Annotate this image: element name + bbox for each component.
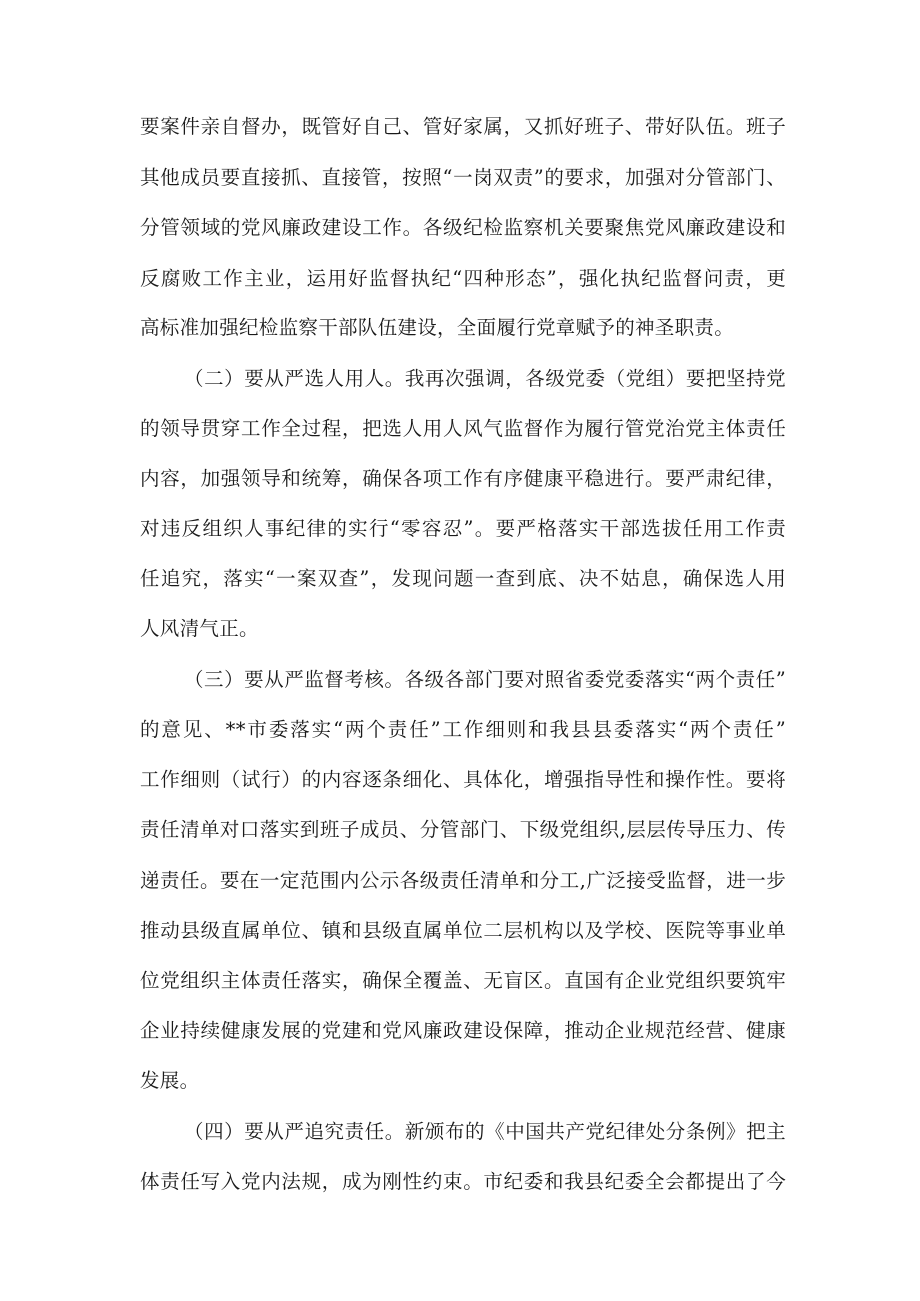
text-line: 任追究，落实“一案双查”，发现问题一查到底、决不姑息，确保选人用 — [140, 567, 786, 590]
text-line: 要案件亲自督办，既管好自己、管好家属，又抓好班子、带好队伍。班子 — [140, 115, 786, 138]
paragraph-4-first-line: （四）要从严追究责任。新颁布的《中国共产党纪律处分条例》把主 — [184, 1120, 786, 1143]
text-line: 位党组织主体责任落实，确保全覆盖、无盲区。直国有企业党组织要筑牢 — [140, 969, 786, 992]
text-line: 的领导贯穿工作全过程，把选人用人风气监督作为履行管党治党主体责任 — [140, 417, 786, 440]
text-line: 对违反组织人事纪律的实行“零容忍”。要严格落实干部选拔任用工作责 — [140, 517, 786, 540]
paragraph-2-first-line: （二）要从严选人用人。我再次强调，各级党委（党组）要把坚持党 — [184, 367, 786, 390]
text-line: 企业持续健康发展的党建和党风廉政建设保障，推动企业规范经营、健康 — [140, 1019, 786, 1042]
text-line: 递责任。要在一定范围内公示各级责任清单和分工,广泛接受监督，进一步 — [140, 869, 786, 892]
text-line: 工作细则（试行）的内容逐条细化、具体化，增强指导性和操作性。要将 — [140, 768, 786, 791]
text-line: 责任清单对口落实到班子成员、分管部门、下级党组织,层层传导压力、传 — [140, 818, 786, 841]
text-line: 体责任写入党内法规，成为刚性约束。市纪委和我县纪委全会都提出了今 — [140, 1170, 786, 1193]
text-line: 发展。 — [140, 1069, 200, 1092]
text-line: 其他成员要直接抓、直接管，按照“一岗双责”的要求，加强对分管部门、 — [140, 166, 786, 189]
text-line: 反腐败工作主业，运用好监督执纪“四种形态”，强化执纪监督问责，更 — [140, 267, 786, 290]
text-line: 的意见、**市委落实“两个责任”工作细则和我县县委落实“两个责任” — [140, 718, 786, 741]
text-line: 人风清气正。 — [140, 617, 259, 640]
text-line: 分管领域的党风廉政建设工作。各级纪检监察机关要聚焦党风廉政建设和 — [140, 216, 786, 239]
text-line: 推动县级直属单位、镇和县级直属单位二层机构以及学校、医院等事业单 — [140, 919, 786, 942]
text-line: 内容，加强领导和统筹，确保各项工作有序健康平稳进行。要严肃纪律， — [140, 467, 786, 490]
text-line: 高标准加强纪检监察干部队伍建设，全面履行党章赋予的神圣职责。 — [140, 316, 735, 339]
paragraph-3-first-line: （三）要从严监督考核。各级各部门要对照省委党委落实“两个责任” — [184, 668, 786, 691]
